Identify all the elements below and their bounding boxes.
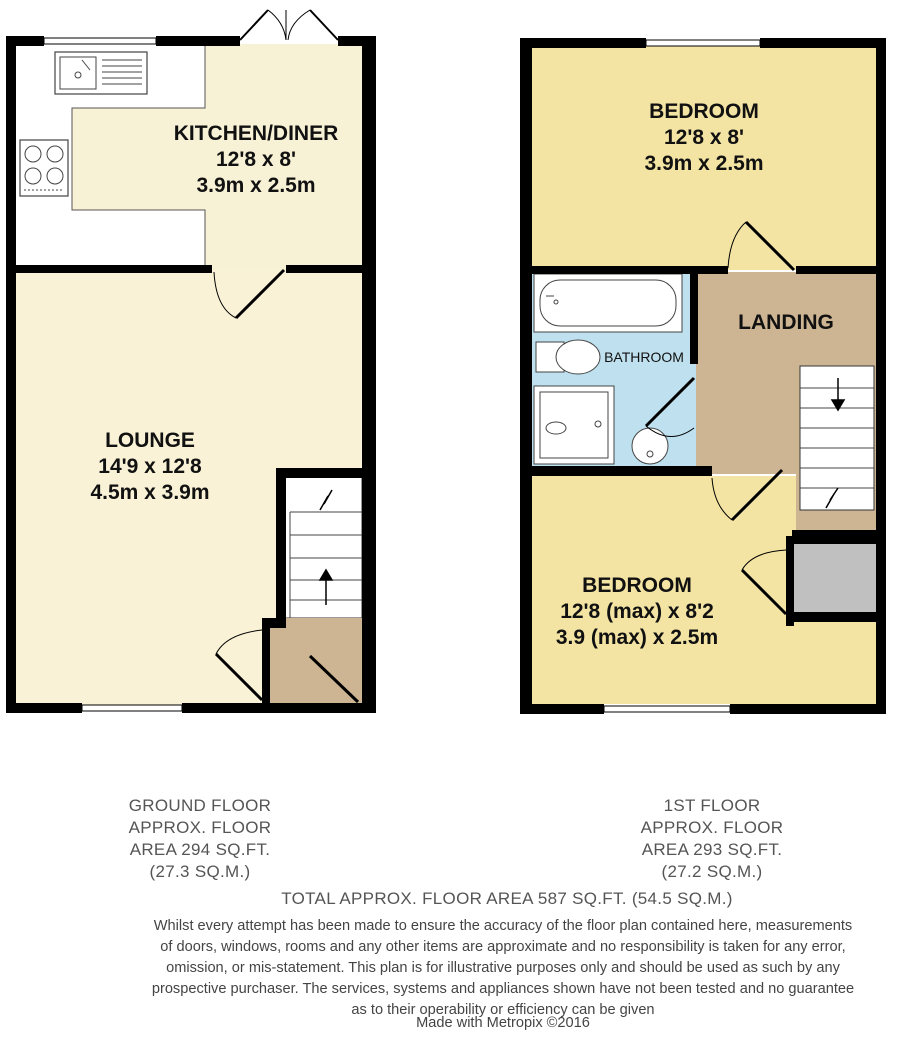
hob-icon	[20, 140, 68, 196]
bedroom-rear-window	[604, 706, 730, 712]
bedroom-rear-name: BEDROOM	[582, 574, 692, 597]
ground-floor-summary-line: AREA 294 SQ.FT.	[129, 840, 271, 859]
metropix-credit: Made with Metropix ©2016	[416, 1015, 590, 1031]
total-floor-area: TOTAL APPROX. FLOOR AREA 587 SQ.FT. (54.5 SQ.M.)	[281, 889, 733, 908]
shower-icon	[534, 386, 614, 464]
disclaimer-line: of doors, windows, rooms and any other items are approximate and no responsibility is taken for any error,	[160, 939, 846, 955]
bathroom-name: BATHROOM	[604, 349, 684, 365]
french-doors-icon	[240, 10, 338, 40]
first-floor-summary	[590, 795, 834, 883]
first-floor-plan	[520, 38, 886, 714]
first-floor-summary-line: 1ST FLOOR	[663, 796, 761, 815]
ground-floor-summary	[80, 795, 320, 883]
lounge-metric: 4.5m x 3.9m	[90, 481, 210, 504]
ground-floor-summary-line: (27.3 SQ.M.)	[149, 862, 251, 881]
landing-name: LANDING	[738, 311, 834, 334]
lounge-window	[82, 705, 182, 711]
ground-stairs	[280, 476, 362, 618]
ground-floor-summary-line: APPROX. FLOOR	[128, 818, 272, 837]
first-floor-summary-line: AREA 293 SQ.FT.	[641, 840, 783, 859]
cupboard-floor	[792, 544, 876, 614]
lounge-name: LOUNGE	[105, 429, 195, 452]
kitchen-window	[44, 38, 156, 44]
bedroom-front-imperial: 12'8 x 8'	[663, 126, 745, 149]
ground-floor-summary-line: GROUND FLOOR	[128, 796, 272, 815]
kitchen-diner-name: KITCHEN/DINER	[173, 122, 339, 145]
bedroom-front-window	[646, 40, 760, 46]
ground-floor-plan	[6, 10, 376, 713]
first-floor-summary-line: (27.2 SQ.M.)	[661, 862, 763, 881]
kitchen-diner-imperial: 12'8 x 8'	[215, 148, 297, 171]
disclaimer-line: as to their operability or efficiency can be given	[351, 1002, 655, 1018]
bedroom-rear-imperial: 12'8 (max) x 8'2	[560, 600, 714, 623]
disclaimer-line: Whilst every attempt has been made to ensure the accuracy of the floor plan contained here, measurements	[153, 918, 853, 934]
sink-icon	[55, 52, 147, 94]
toilet-icon	[536, 340, 600, 374]
kitchen-diner-metric: 3.9m x 2.5m	[196, 174, 316, 197]
bath-icon	[534, 274, 682, 332]
disclaimer-line: omission, or mis-statement. This plan is for illustrative purposes only and should be used as such by any	[166, 960, 840, 976]
bedroom-front-metric: 3.9m x 2.5m	[644, 152, 764, 175]
disclaimer-line: prospective purchaser. The services, systems and appliances shown have not been tested and no guarantee	[151, 981, 855, 997]
bedroom-front-name: BEDROOM	[649, 100, 759, 123]
bedroom-rear-metric: 3.9 (max) x 2.5m	[555, 626, 719, 649]
first-floor-summary-line: APPROX. FLOOR	[640, 818, 784, 837]
basin-icon	[632, 428, 668, 464]
lounge-imperial: 14'9 x 12'8	[98, 455, 202, 478]
disclaimer	[0, 916, 920, 1021]
